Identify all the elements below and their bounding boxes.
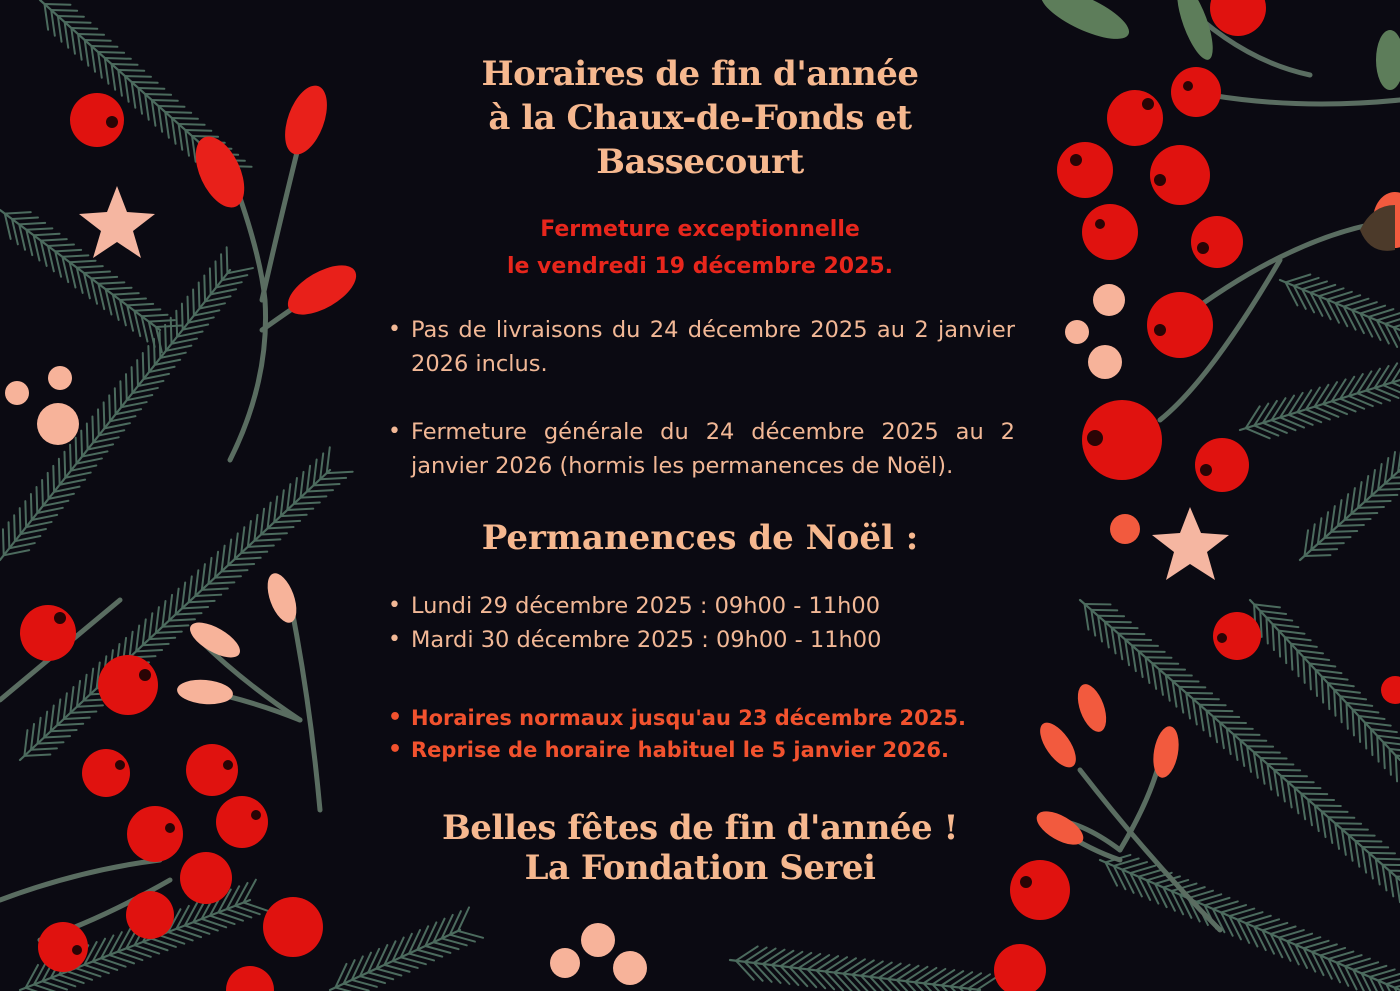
bullet-icon: •: [388, 705, 403, 730]
closing-greeting: Belles fêtes de fin d'année !: [442, 808, 958, 848]
announcement-panel: [385, 0, 1015, 991]
permanence-tuesday: Mardi 30 décembre 2025 : 09h00 - 11h00: [411, 627, 882, 653]
list-item: [385, 734, 1015, 766]
list-item: [385, 415, 1015, 483]
closure-notice-line-1: Fermeture exceptionnelle: [540, 217, 860, 242]
list-item: [385, 623, 1015, 657]
list-item: [385, 702, 1015, 734]
acorn-icon: [1360, 192, 1400, 251]
permanence-monday: Lundi 29 décembre 2025 : 09h00 - 11h00: [411, 593, 881, 619]
general-closure-notice: Fermeture générale du 24 décembre 2025 au 2 janvier 2026 (hormis les permanences de Noël).: [411, 419, 1015, 479]
closing-signature: La Fondation Serei: [524, 848, 876, 888]
list-item: [385, 589, 1015, 623]
normal-hours-resume: Reprise de horaire habituel le 5 janvier 2026.: [411, 738, 949, 762]
page-title-line-1: Horaires de fin d'année: [481, 54, 919, 94]
bullet-icon: •: [388, 317, 401, 342]
delivery-notice: Pas de livraisons du 24 décembre 2025 au 2 janvier 2026 inclus.: [411, 317, 1015, 377]
bullet-icon: •: [388, 593, 401, 618]
normal-hours-list: [385, 702, 1015, 766]
normal-hours-until: Horaires normaux jusqu'au 23 décembre 2025.: [411, 706, 966, 730]
info-bullet-list: [385, 313, 1015, 483]
permanences-list: [385, 589, 1015, 657]
page-title-line-2: à la Chaux-de-Fonds et: [488, 98, 912, 138]
closure-notice-line-2: le vendredi 19 décembre 2025.: [506, 254, 894, 279]
list-item: [385, 313, 1015, 381]
bullet-icon: •: [388, 737, 403, 762]
permanences-heading: Permanences de Noël :: [481, 518, 919, 558]
page-title-line-3: Bassecourt: [596, 142, 804, 182]
bullet-icon: •: [388, 627, 401, 652]
bullet-icon: •: [388, 419, 401, 444]
